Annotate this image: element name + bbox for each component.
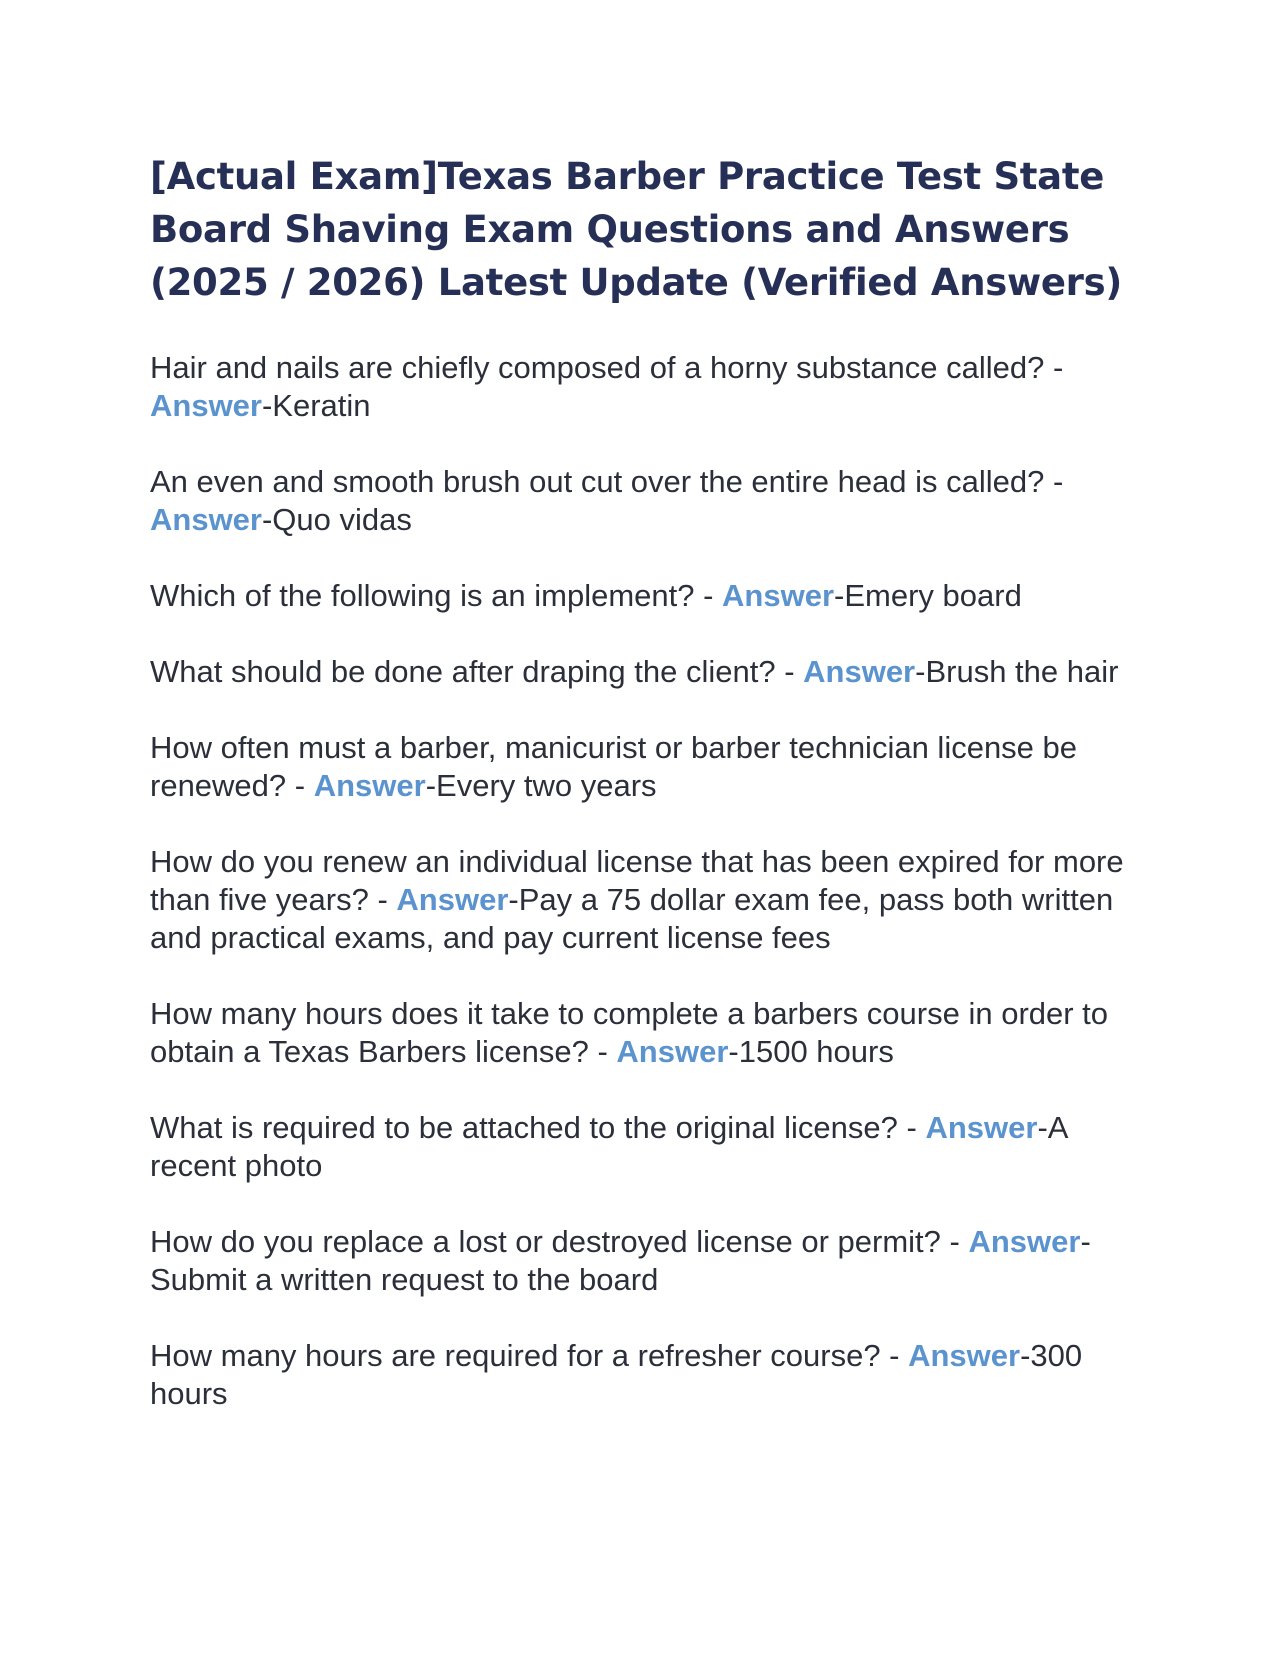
question-text: What is required to be attached to the original license? - [150, 1110, 926, 1145]
answer-label: Answer [150, 388, 262, 423]
qa-item [150, 995, 1135, 1071]
answer-label: Answer [925, 1110, 1038, 1145]
qa-item [150, 349, 1135, 425]
answer-text: -Every two years [425, 768, 657, 803]
question-text: How many hours are required for a refresher course? - [150, 1338, 909, 1373]
answer-text: -1500 hours [728, 1034, 894, 1069]
answer-text: -Brush the hair [915, 654, 1119, 689]
question-text: How many hours does it take to complete a barbers course in order to obtain a Texas Barbers license? - [150, 996, 1109, 1069]
answer-label: Answer [803, 654, 916, 689]
answer-label: Answer [968, 1224, 1081, 1259]
question-text: How do you renew an individual license that has been expired for more than five years? - [150, 844, 1124, 917]
document-page [150, 150, 1135, 1451]
answer-text: -300 hours [150, 1338, 1083, 1411]
question-text: What should be done after draping the client? - [150, 654, 804, 689]
question-text: An even and smooth brush out cut over the entire head is called? - [150, 464, 1064, 499]
answer-text: -Keratin [261, 388, 371, 423]
answer-text: -A recent photo [150, 1110, 1067, 1183]
answer-label: Answer [722, 578, 835, 613]
qa-item [150, 729, 1135, 805]
qa-item [150, 1223, 1135, 1299]
question-text: How often must a barber, manicurist or barber technician license be renewed? - [150, 730, 1078, 803]
document-title: [Actual Exam]Texas Barber Practice Test State Board Shaving Exam Questions and Answers (2025 / 2026) Latest Update (Verified Answers) [150, 155, 1122, 304]
question-text: How do you replace a lost or destroyed license or permit? - [150, 1224, 969, 1259]
question-text: Which of the following is an implement? - [150, 578, 723, 613]
answer-text: -Quo vidas [261, 502, 412, 537]
answer-label: Answer [150, 502, 262, 537]
question-text: Hair and nails are chiefly composed of a horny substance called? - [150, 350, 1064, 385]
answer-text: -Submit a written request to the board [150, 1224, 1091, 1297]
qa-item [150, 1337, 1135, 1413]
qa-item [150, 653, 1135, 691]
qa-item [150, 463, 1135, 539]
answer-label: Answer [616, 1034, 729, 1069]
answer-label: Answer [908, 1338, 1021, 1373]
answer-label: Answer [396, 882, 509, 917]
qa-item [150, 843, 1135, 957]
answer-text: -Emery board [834, 578, 1022, 613]
qa-item [150, 577, 1135, 615]
answer-label: Answer [313, 768, 426, 803]
answer-text: -Pay a 75 dollar exam fee, pass both written and practical exams, and pay current license fees [150, 882, 1114, 955]
qa-item [150, 1109, 1135, 1185]
